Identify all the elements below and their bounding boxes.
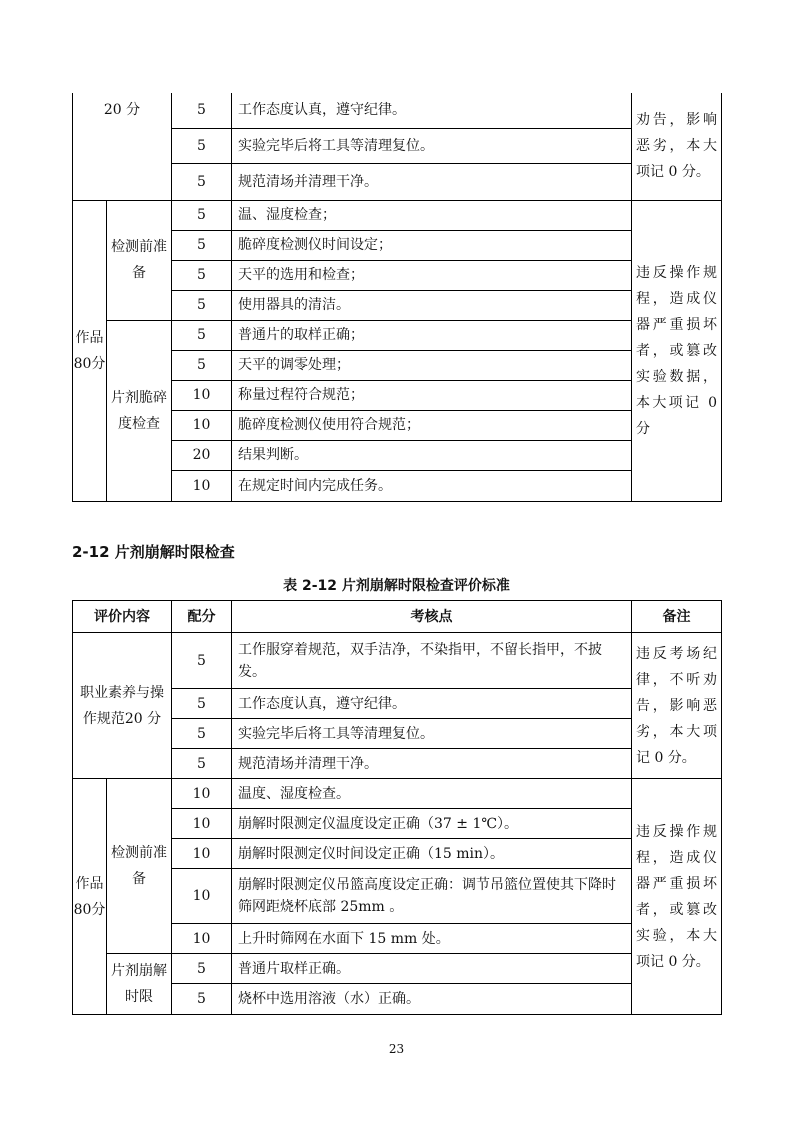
score-cell: 20	[172, 440, 232, 470]
score-cell: 5	[172, 230, 232, 260]
header-score: 配分	[172, 601, 232, 633]
criterion-cell: 普通片的取样正确；	[232, 320, 632, 350]
score-cell: 10	[172, 410, 232, 440]
criterion-cell: 温、湿度检查；	[232, 200, 632, 230]
criterion-cell: 上升时筛网在水面下 15 mm 处。	[232, 924, 632, 954]
criterion-cell: 称量过程符合规范；	[232, 380, 632, 410]
table-tablet-friability	[72, 93, 722, 502]
remark-cell: 违反考场纪律，不听劝告，影响恶劣，本大项记 0 分。	[632, 633, 722, 779]
criterion-cell: 工作服穿着规范，双手洁净，不染指甲，不留长指甲，不披发。	[232, 633, 632, 689]
score-cell: 5	[172, 290, 232, 320]
criterion-cell: 温度、湿度检查。	[232, 779, 632, 809]
subcategory-friability-test: 片剂脆碎度检查	[107, 320, 172, 501]
subcategory-pre-test: 检测前准备	[107, 779, 172, 954]
score-cell: 5	[172, 633, 232, 689]
score-cell: 10	[172, 809, 232, 839]
criterion-cell: 脆碎度检测仪使用符合规范；	[232, 410, 632, 440]
score-cell: 10	[172, 380, 232, 410]
criterion-cell: 工作态度认真，遵守纪律。	[232, 93, 632, 128]
criterion-cell: 规范清场并清理干净。	[232, 749, 632, 779]
score-cell: 5	[172, 984, 232, 1015]
score-cell: 10	[172, 839, 232, 869]
score-cell: 5	[172, 719, 232, 749]
subcategory-pre-test: 检测前准备	[107, 200, 172, 320]
score-cell: 5	[172, 200, 232, 230]
criterion-cell: 结果判断。	[232, 440, 632, 470]
score-cell: 5	[172, 93, 232, 128]
score-cell: 5	[172, 350, 232, 380]
criterion-cell: 实验完毕后将工具等清理复位。	[232, 719, 632, 749]
criterion-cell: 崩解时限测定仪吊篮高度设定正确：调节吊篮位置使其下降时筛网距烧杯底部 25mm 。	[232, 869, 632, 924]
table-disintegration-time	[72, 600, 722, 1015]
score-cell: 5	[172, 749, 232, 779]
criterion-cell: 工作态度认真，遵守纪律。	[232, 689, 632, 719]
score-cell: 5	[172, 320, 232, 350]
section-heading: 2-12 片剂崩解时限检查	[72, 543, 235, 561]
score-cell: 5	[172, 260, 232, 290]
criterion-cell: 脆碎度检测仪时间设定；	[232, 230, 632, 260]
remark-cell: 违反操作规程，造成仪器严重损坏者，或篡改实验，本大项记 0 分。	[632, 779, 722, 1015]
criterion-cell: 普通片取样正确。	[232, 954, 632, 984]
criterion-cell: 烧杯中选用溶液（水）正确。	[232, 984, 632, 1015]
score-cell: 10	[172, 470, 232, 501]
category-professionalism: 职业素养与操作规范20 分	[73, 633, 172, 779]
score-cell: 10	[172, 924, 232, 954]
header-evaluation-content: 评价内容	[73, 601, 172, 633]
category-product: 作品80分	[73, 200, 107, 501]
header-remark: 备注	[632, 601, 722, 633]
criterion-cell: 崩解时限测定仪温度设定正确（37 ± 1℃）。	[232, 809, 632, 839]
criterion-cell: 使用器具的清洁。	[232, 290, 632, 320]
remark-cell: 劝告，影响恶劣，本大项记 0 分。	[632, 93, 722, 200]
score-cell: 5	[172, 163, 232, 200]
score-cell: 5	[172, 954, 232, 984]
table-caption: 表 2-12 片剂崩解时限检查评价标准	[283, 578, 510, 594]
criterion-cell: 在规定时间内完成任务。	[232, 470, 632, 501]
category-score-continued: 20 分	[73, 93, 172, 200]
header-assessment-point: 考核点	[232, 601, 632, 633]
score-cell: 5	[172, 689, 232, 719]
score-cell: 10	[172, 869, 232, 924]
subcategory-disintegration: 片剂崩解时限	[107, 954, 172, 1015]
page-number: 23	[388, 1042, 405, 1056]
score-cell: 5	[172, 128, 232, 163]
score-cell: 10	[172, 779, 232, 809]
criterion-cell: 崩解时限测定仪时间设定正确（15 min）。	[232, 839, 632, 869]
criterion-cell: 天平的选用和检查；	[232, 260, 632, 290]
criterion-cell: 规范清场并清理干净。	[232, 163, 632, 200]
remark-cell: 违反操作规程，造成仪器严重损坏者，或篡改实验数据，本大项记 0 分	[632, 200, 722, 501]
criterion-cell: 天平的调零处理；	[232, 350, 632, 380]
category-product: 作品80分	[73, 779, 107, 1015]
criterion-cell: 实验完毕后将工具等清理复位。	[232, 128, 632, 163]
